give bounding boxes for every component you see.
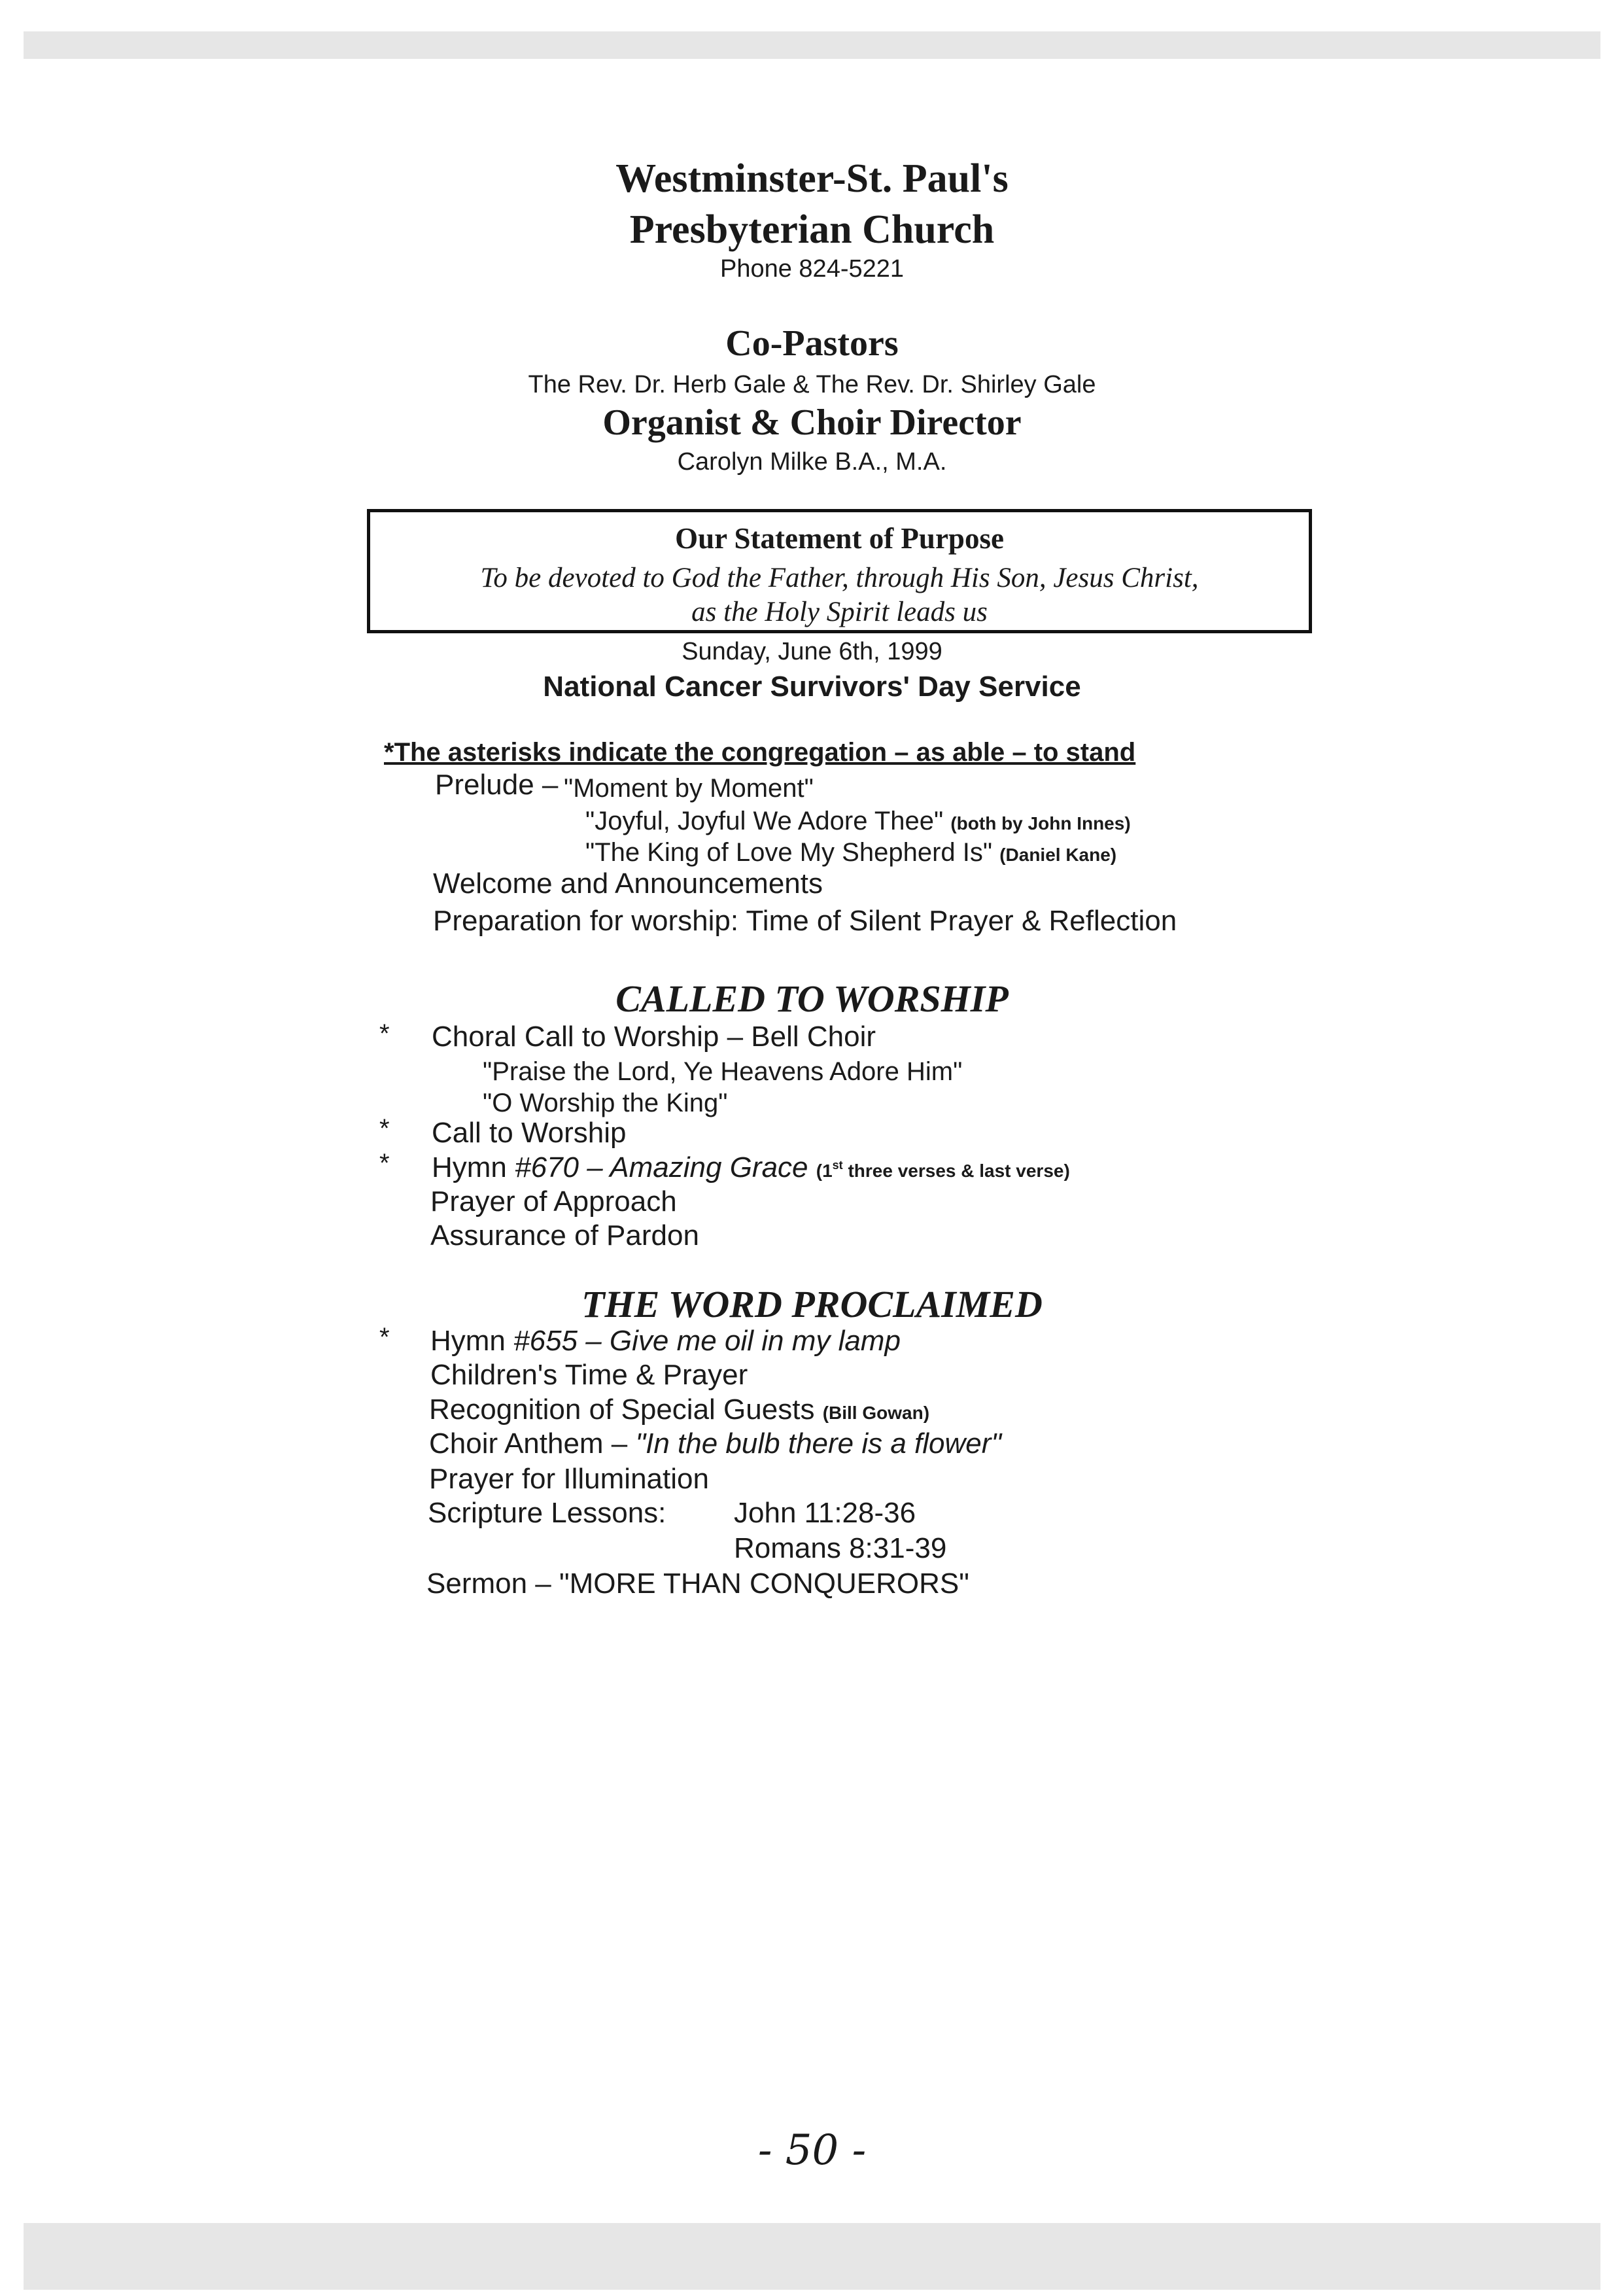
prelude-song-1: "Moment by Moment"	[564, 774, 814, 803]
purpose-line1: To be devoted to God the Father, through His Son, Jesus Christ,	[480, 563, 1199, 593]
service-name: National Cancer Survivors' Day Service	[543, 671, 1081, 703]
scripture-1: John 11:28-36	[734, 1497, 916, 1529]
hymn-655: Hymn #655 – Give me oil in my lamp	[430, 1325, 901, 1357]
page-number: - 50 -	[757, 2126, 867, 2175]
copastors-title: Co-Pastors	[725, 323, 899, 364]
stand-asterisk: *	[379, 1323, 390, 1352]
asterisk-note: *The asterisks indicate the congregation – as able – to stand	[384, 738, 1136, 767]
welcome-announcements: Welcome and Announcements	[433, 867, 823, 900]
childrens-time: Children's Time & Prayer	[430, 1359, 748, 1391]
stand-asterisk: *	[379, 1019, 390, 1048]
service-date: Sunday, June 6th, 1999	[682, 638, 942, 665]
prelude-song-3-note: (Daniel Kane)	[999, 845, 1117, 865]
purpose-title: Our Statement of Purpose	[675, 522, 1004, 555]
hymn-670: Hymn #670 – Amazing Grace (1st three verses & last verse)	[432, 1151, 1070, 1183]
church-name-line1: Westminster-St. Paul's	[615, 156, 1009, 201]
organist-title: Organist & Choir Director	[602, 402, 1022, 443]
stand-asterisk: *	[379, 1114, 390, 1143]
copastors-names: The Rev. Dr. Herb Gale & The Rev. Dr. Shirley Gale	[528, 371, 1096, 398]
choral-song-2: "O Worship the King"	[483, 1089, 728, 1117]
choral-song-1: "Praise the Lord, Ye Heavens Adore Him"	[483, 1057, 963, 1086]
church-name-line2: Presbyterian Church	[629, 207, 995, 252]
prayer-for-illumination: Prayer for Illumination	[429, 1463, 709, 1495]
recognition-note: (Bill Gowan)	[822, 1403, 930, 1423]
word-proclaimed-heading: THE WORD PROCLAIMED	[581, 1283, 1043, 1325]
call-to-worship: Call to Worship	[432, 1117, 627, 1149]
sermon: Sermon – "MORE THAN CONQUERORS"	[426, 1568, 969, 1600]
prelude-song-2: "Joyful, Joyful We Adore Thee" (both by John Innes)	[585, 807, 1131, 835]
hymn-670-note: (1st three verses & last verse)	[816, 1159, 1070, 1181]
preparation-for-worship: Preparation for worship: Time of Silent Prayer & Reflection	[433, 905, 1177, 937]
prelude-song-3: "The King of Love My Shepherd Is" (Daniel Kane)	[585, 838, 1117, 867]
scan-bottom-border	[24, 2223, 1600, 2290]
prayer-of-approach: Prayer of Approach	[430, 1185, 677, 1218]
scan-top-border	[24, 31, 1600, 59]
choir-anthem: Choir Anthem – "In the bulb there is a flower"	[429, 1428, 1002, 1460]
scripture-2: Romans 8:31-39	[734, 1532, 947, 1564]
purpose-line2: as the Holy Spirit leads us	[691, 597, 988, 627]
assurance-of-pardon: Assurance of Pardon	[430, 1219, 699, 1252]
statement-of-purpose-box	[367, 509, 1312, 633]
called-to-worship-heading: CALLED TO WORSHIP	[615, 977, 1009, 1020]
stand-asterisk: *	[379, 1149, 390, 1178]
prelude-label: Prelude –	[435, 769, 559, 801]
recognition-guests: Recognition of Special Guests (Bill Gowan)	[429, 1393, 930, 1426]
scripture-label: Scripture Lessons:	[428, 1497, 666, 1529]
church-phone: Phone 824-5221	[719, 255, 905, 283]
organist-name: Carolyn Milke B.A., M.A.	[677, 448, 947, 476]
prelude-song-2-note: (both by John Innes)	[950, 813, 1131, 833]
choral-call: Choral Call to Worship – Bell Choir	[432, 1021, 876, 1053]
